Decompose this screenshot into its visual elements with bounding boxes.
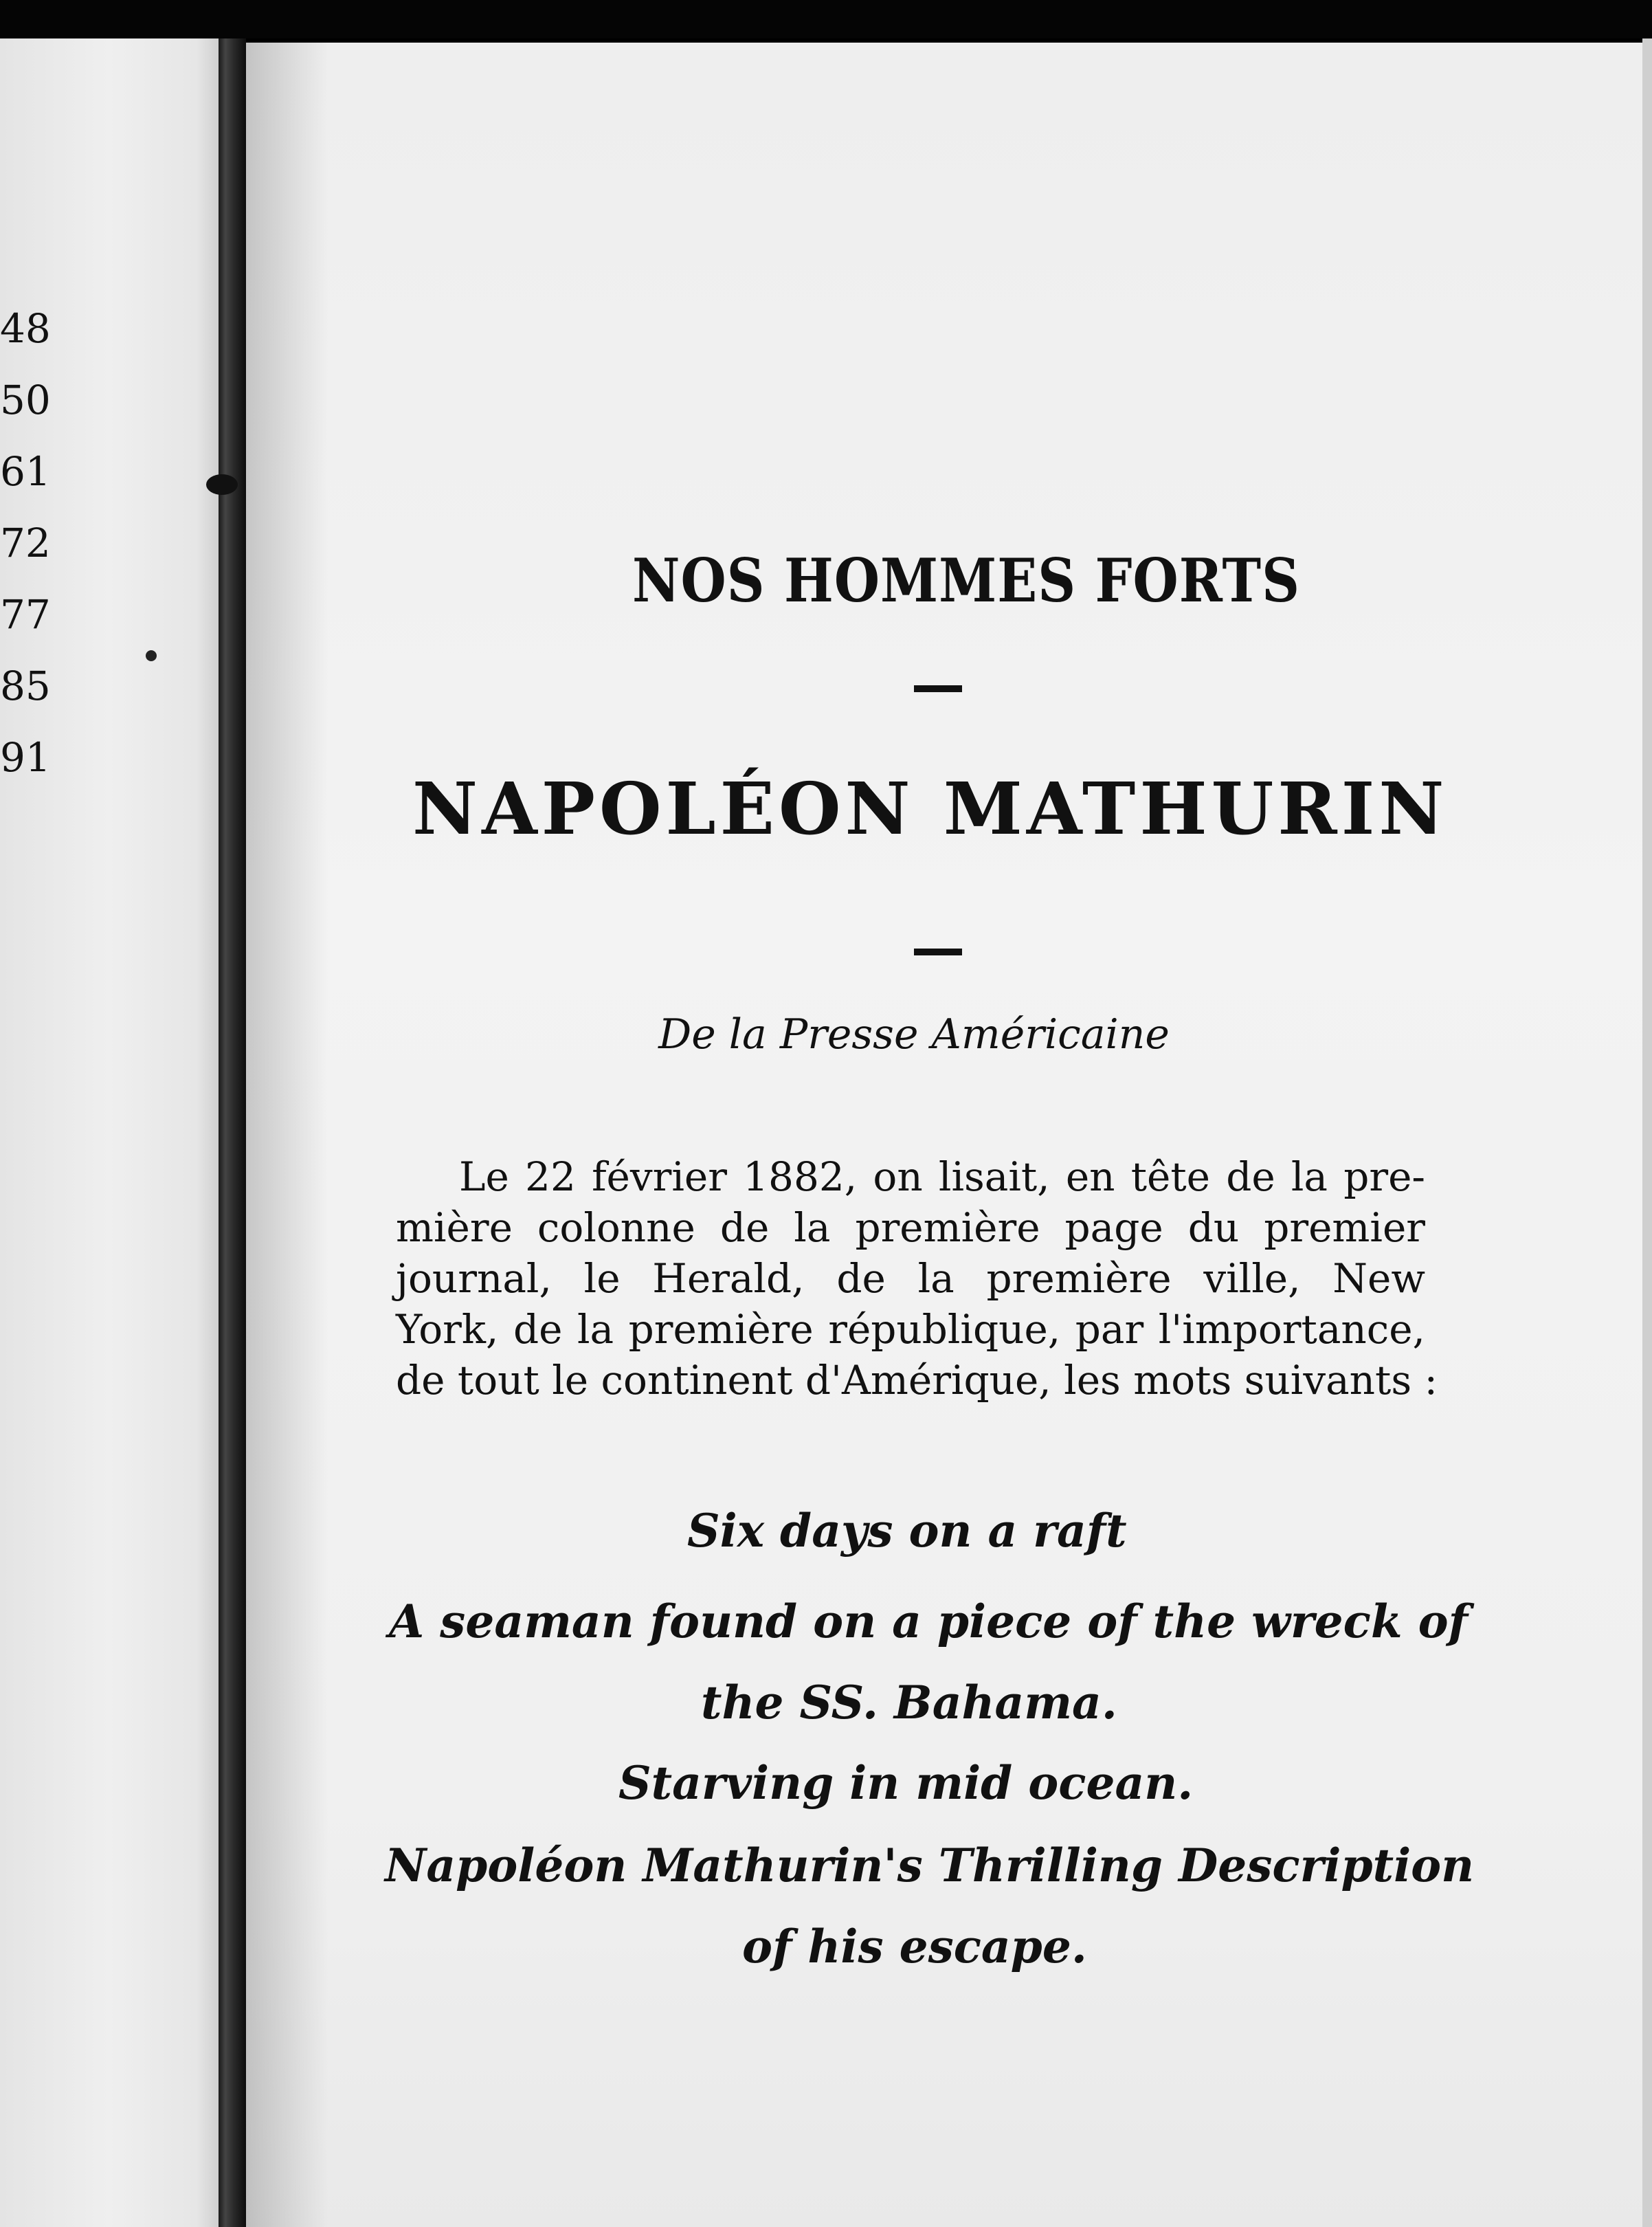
page-number: 85 (0, 663, 51, 709)
page-number-list (0, 293, 51, 793)
main-page (246, 43, 1652, 2227)
ink-spot (146, 650, 157, 661)
body-paragraph (396, 1151, 1438, 1406)
paragraph-line: journal, le Herald, de la première ville, New (396, 1255, 1425, 1302)
top-scan-border (0, 0, 1652, 38)
chapter-title: NAPOLÉON MATHURIN (412, 766, 1449, 851)
paragraph-line: Le 22 février 1882, on lisait, en tête de la pre- (459, 1153, 1425, 1200)
quoted-headline: of his escape. (742, 1920, 1087, 1973)
quoted-headline: Six days on a raft (687, 1504, 1127, 1558)
page-number: 50 (0, 377, 51, 423)
quoted-headline: Starving in mid ocean. (618, 1756, 1194, 1810)
left-page-fragment (0, 38, 219, 2227)
paragraph-line: York, de la première république, par l'importance, (396, 1306, 1425, 1353)
page-number: 72 (0, 520, 51, 566)
source-line: De la Presse Américaine (658, 1010, 1170, 1059)
binding-notch (206, 474, 238, 495)
dash-divider (914, 949, 962, 955)
page-number: 61 (0, 448, 51, 495)
quoted-headline: the SS. Bahama. (701, 1676, 1117, 1729)
quoted-headline: A seaman found on a piece of the wreck of (389, 1595, 1468, 1648)
dash-divider (914, 685, 962, 692)
paragraph-line: mière colonne de la première page du premier (396, 1204, 1425, 1251)
book-gutter (219, 38, 246, 2227)
page-number: 77 (0, 591, 51, 638)
paragraph-line: de tout le continent d'Amérique, les mots suivants : (396, 1357, 1438, 1404)
page-number: 91 (0, 734, 51, 781)
quoted-headline: Napoléon Mathurin's Thrilling Description (385, 1839, 1475, 1892)
page-number: 48 (0, 305, 51, 352)
series-title: NOS HOMMES FORTS (632, 545, 1300, 616)
page-right-edge (1642, 38, 1652, 2227)
